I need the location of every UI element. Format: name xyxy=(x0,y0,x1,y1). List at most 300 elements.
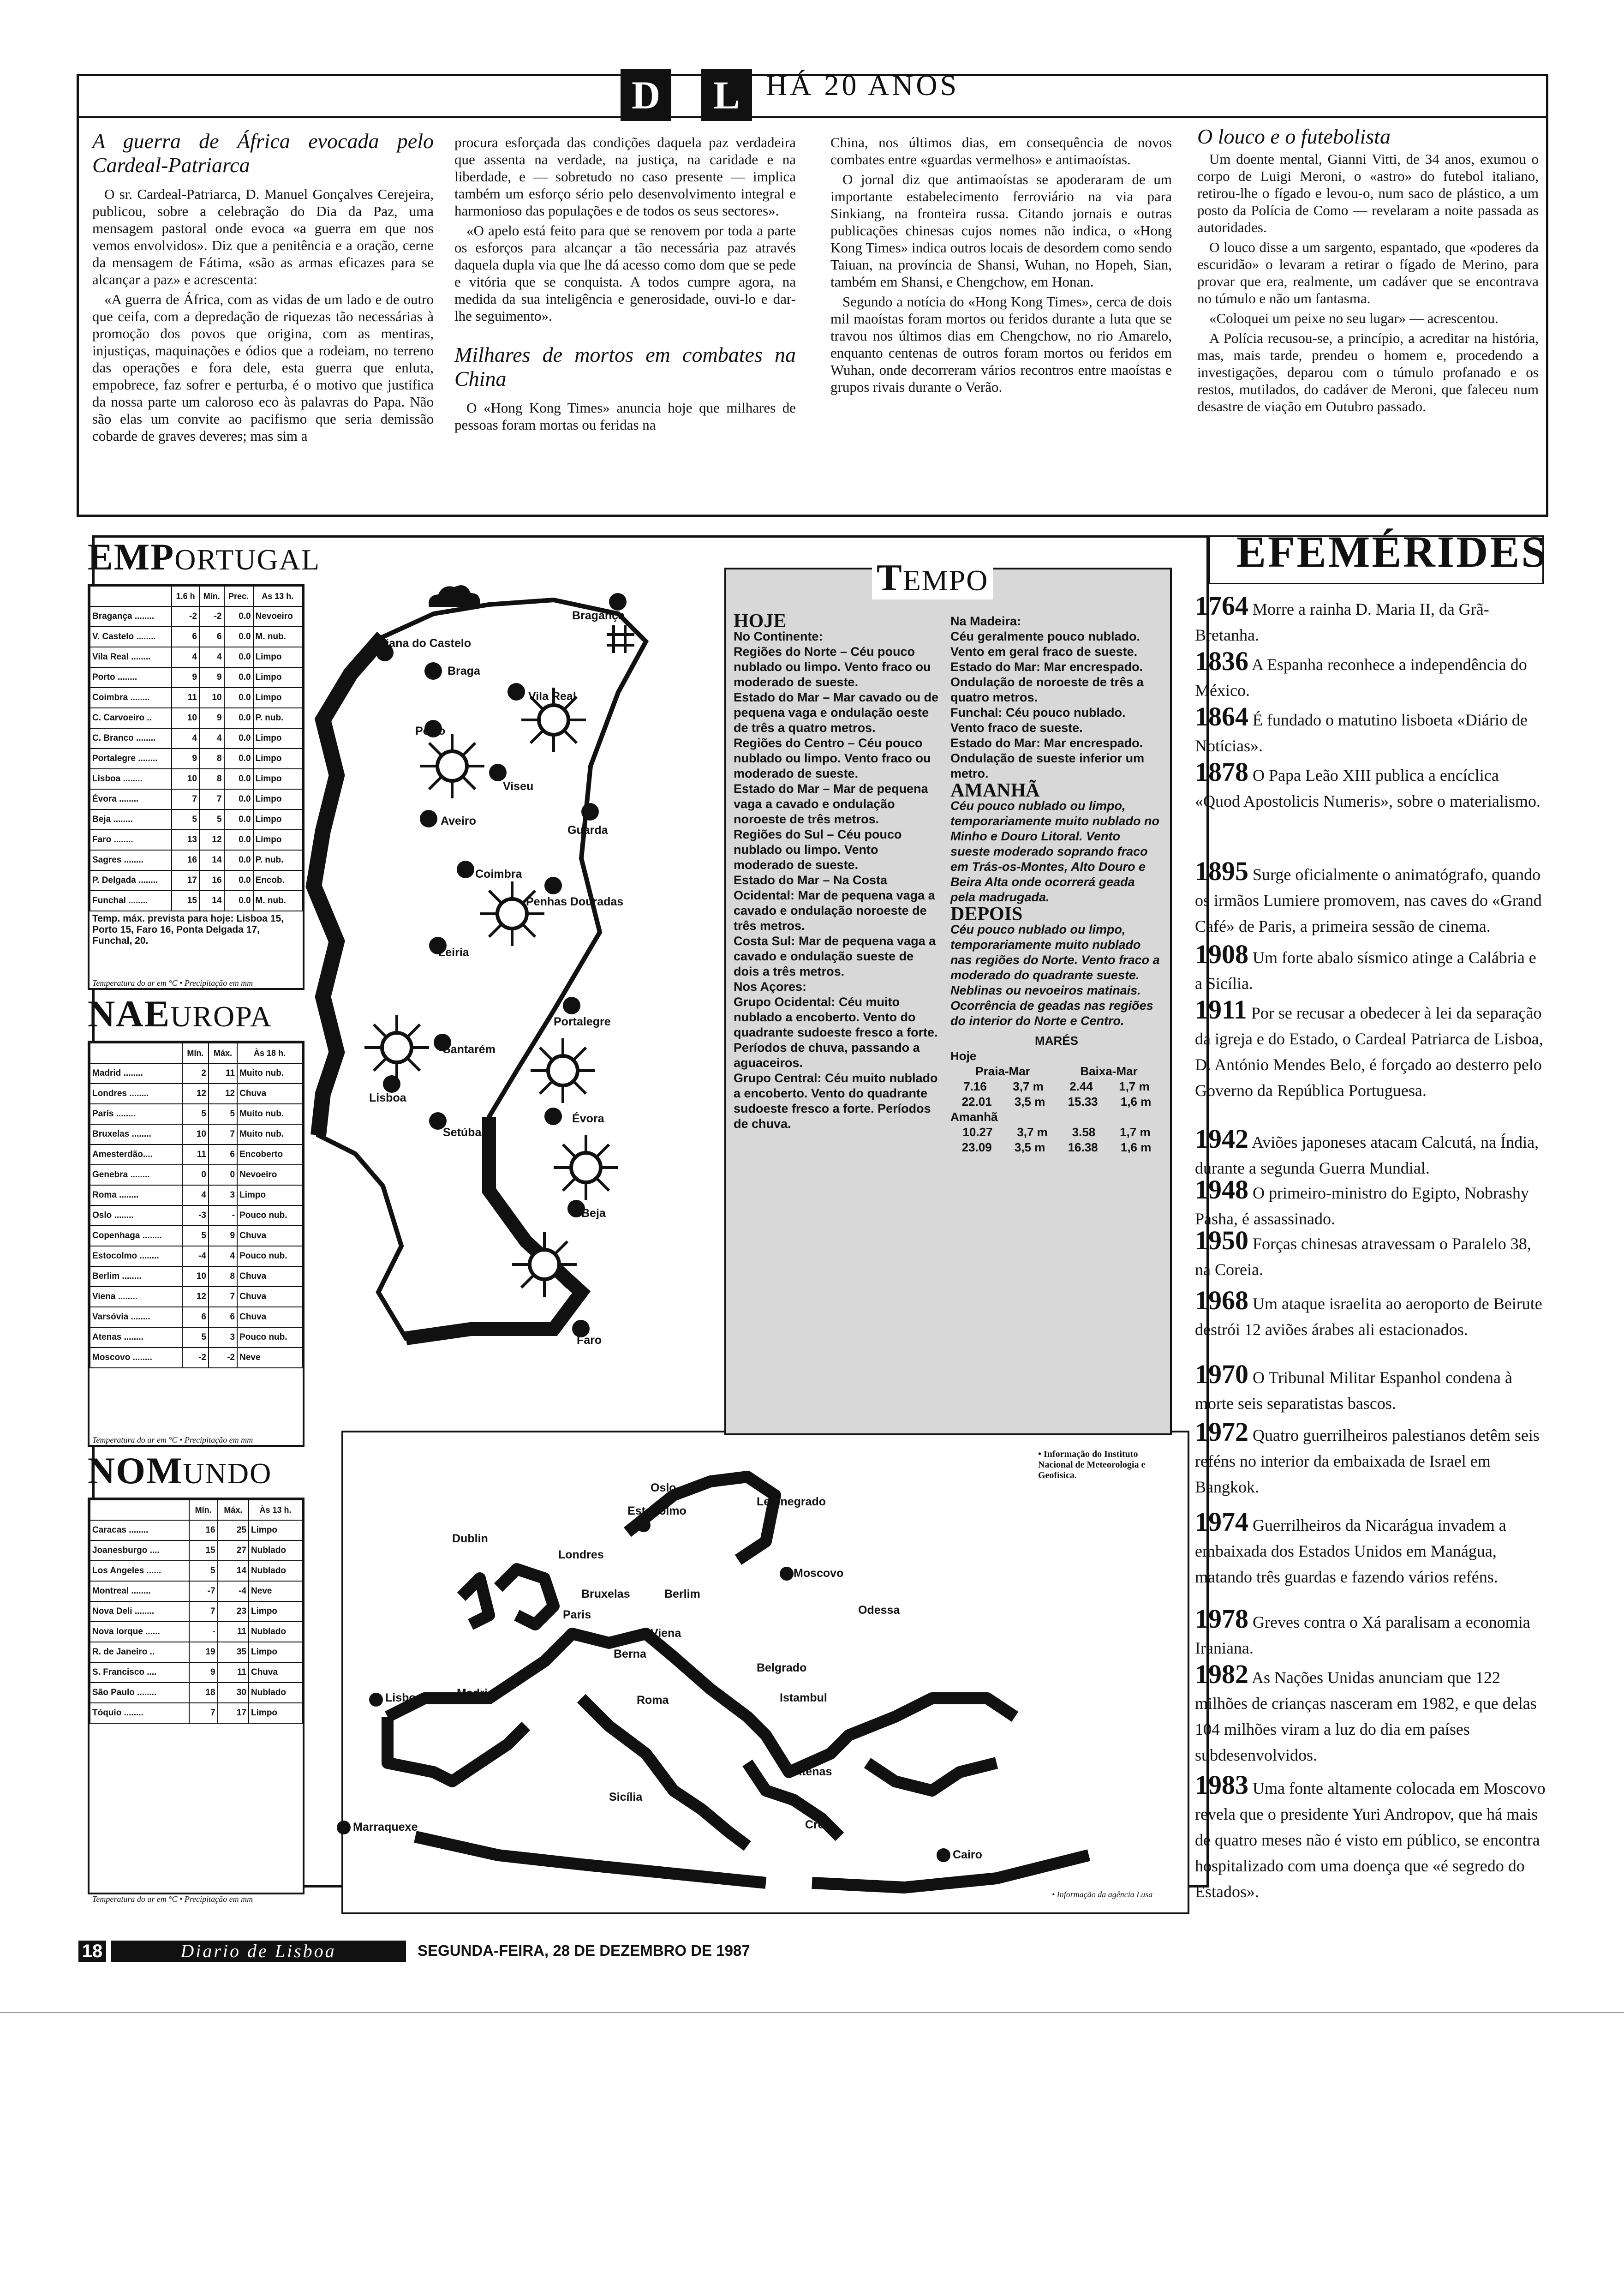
efemeride-item xyxy=(1195,1126,1546,1181)
table-row xyxy=(90,891,302,911)
temp-forecast-note: Temp. máx. prevista para hoje: Lisboa 15, Porto 15, Faro 16, Ponta Delgada 17, Funchal, 20. xyxy=(92,913,284,946)
cloud-icon xyxy=(424,581,484,609)
city-cell: Oslo ........ xyxy=(90,1205,182,1226)
value-cell: 6 xyxy=(209,1144,237,1165)
table-row xyxy=(90,1703,302,1723)
city-cell: P. Delgada ........ xyxy=(90,870,172,891)
value-cell: 0.0 xyxy=(224,850,253,870)
table-row xyxy=(90,627,302,647)
efemeride-year: 1911 xyxy=(1195,995,1247,1025)
table-header-row: Mín. Máx. Às 13 h. xyxy=(90,1500,302,1520)
city-label: Braga xyxy=(448,665,480,677)
value-cell: Limpo xyxy=(253,769,302,789)
value-cell: 0.0 xyxy=(224,769,253,789)
value-cell: Neve xyxy=(249,1581,302,1601)
city-cell: Los Angeles ...... xyxy=(90,1561,189,1581)
city-label: Marraquexe xyxy=(353,1821,418,1834)
table-row xyxy=(90,1642,302,1662)
portugal-table-box xyxy=(88,584,304,990)
value-cell: Limpo xyxy=(253,789,302,809)
table-row xyxy=(90,1662,302,1683)
article-paragraph: procura esforçada das condições daquela paz verdadeira que assenta na verdade, na justiça, na caridade e na liberdade, e — sobretudo no caso presente — implica também um esforço sério pelo desenvolvimento integral e harmonioso das populações e de todos os seus sectores». xyxy=(454,134,796,219)
city-cell: Caracas ........ xyxy=(90,1520,189,1540)
tempo-paragraph: Estado do Mar – Mar cavado ou de pequena vaga e ondulação oeste de três a quatro metros. xyxy=(734,690,939,735)
tempo-paragraph: Estado do Mar – Na Costa Ocidental: Mar de pequena vaga a cavado e ondulação noroeste de três metros. xyxy=(734,873,935,933)
value-cell: M. nub. xyxy=(253,891,302,911)
value-cell: 18 xyxy=(189,1683,218,1703)
city-cell: Beja ........ xyxy=(90,809,172,830)
city-label: Madrid xyxy=(457,1687,495,1700)
mares-value: 7.16 xyxy=(963,1079,987,1093)
value-cell: 4 xyxy=(172,728,199,749)
mares-value: 15.33 xyxy=(1068,1095,1098,1109)
city-label: Moscovo xyxy=(794,1567,844,1580)
value-cell: Limpo xyxy=(253,749,302,769)
efemeride-year: 1983 xyxy=(1195,1770,1248,1800)
value-cell: 25 xyxy=(218,1520,249,1540)
city-label: Londres xyxy=(558,1548,604,1561)
city-cell: Faro ........ xyxy=(90,830,172,850)
table-row xyxy=(90,1287,302,1307)
efemeride-text: O Tribunal Militar Espanhol condena à morte seis separatistas bascos. xyxy=(1195,1368,1512,1413)
table-row xyxy=(90,1266,302,1287)
city-cell: Lisboa ........ xyxy=(90,769,172,789)
mares-value: 1,6 m xyxy=(1120,1095,1152,1109)
table-row xyxy=(90,667,302,688)
value-cell: 14 xyxy=(199,850,224,870)
city-cell: Joanesburgo .... xyxy=(90,1540,189,1561)
value-cell: 0.0 xyxy=(224,789,253,809)
value-cell: 7 xyxy=(189,1601,218,1622)
value-cell: Limpo xyxy=(253,809,302,830)
city-cell: Coimbra ........ xyxy=(90,688,172,708)
city-cell: Nova Deli ........ xyxy=(90,1601,189,1622)
value-cell: -3 xyxy=(182,1205,209,1226)
efemeride-item xyxy=(1195,701,1546,759)
city-cell: Berlim ........ xyxy=(90,1266,182,1287)
city-cell: Vila Real ........ xyxy=(90,647,172,667)
efemeride-text: Morre a rainha D. Maria II, da Grã-Bretanha. xyxy=(1195,600,1489,644)
efemeride-text: Um forte abalo sísmico atinge a Calábria e a Sicília. xyxy=(1195,948,1536,993)
sun-icon xyxy=(517,683,591,757)
value-cell: 5 xyxy=(182,1104,209,1124)
mares-amanha-label: Amanhã xyxy=(950,1110,998,1124)
city-label: Roma xyxy=(637,1694,669,1707)
value-cell: 11 xyxy=(182,1144,209,1165)
value-cell: 27 xyxy=(218,1540,249,1561)
value-cell: 4 xyxy=(199,647,224,667)
city-label: Berlim xyxy=(664,1588,700,1600)
value-cell: Pouco nub. xyxy=(237,1205,302,1226)
tempo-depois: DEPOIS xyxy=(950,904,1023,925)
value-cell: Limpo xyxy=(253,728,302,749)
efemeride-text: Por se recusar a obedecer à lei da separação da igreja e do Estado, o Cardeal Patriarca de Lisboa, D. António Mendes Belo, é forçado ao desterro pelo Governo da República Portuguesa. xyxy=(1195,1004,1543,1100)
table-row xyxy=(90,1124,302,1144)
value-cell: Muito nub. xyxy=(237,1104,302,1124)
value-cell: 0.0 xyxy=(224,688,253,708)
table-row xyxy=(90,850,302,870)
article-paragraph: O jornal diz que antimaoístas se apoderaram de um importante estabelecimento ferroviário na via para Sinkiang, na fronteira russa. Citando jornais e outras publicações chinesas cujos nomes não indica, o «Hong Kong Times» indica outros locais de desordem como sendo Taiuan, na província de Shansi, Wuhan, no Hopeh, Sian, também em Shansi, e Chengchow, em Honan. xyxy=(830,171,1172,290)
table-row xyxy=(90,1063,302,1084)
efemeride-text: O Papa Leão XIII publica a encíclica «Quod Apostolicis Numeris», sobre o materialismo. xyxy=(1195,766,1540,810)
value-cell: Limpo xyxy=(253,830,302,850)
city-cell: Évora ........ xyxy=(90,789,172,809)
efemeride-item xyxy=(1195,1225,1546,1282)
efemeride-year: 1764 xyxy=(1195,591,1248,621)
city-dot xyxy=(544,1108,562,1125)
efemeride-text: Forças chinesas atravessam o Paralelo 38, na Coreia. xyxy=(1195,1234,1531,1279)
value-cell: 12 xyxy=(199,830,224,850)
value-cell: 3 xyxy=(209,1327,237,1348)
table-row xyxy=(90,1622,302,1642)
value-cell: 9 xyxy=(172,667,199,688)
value-cell: 9 xyxy=(172,749,199,769)
city-cell: Tóquio ........ xyxy=(90,1703,189,1723)
efemeride-item xyxy=(1195,1509,1546,1590)
table-row xyxy=(90,1683,302,1703)
logo-d: D xyxy=(621,69,671,121)
value-cell: 7 xyxy=(209,1124,237,1144)
city-label: Portalegre xyxy=(554,1015,611,1028)
city-cell: C. Carvoeiro .. xyxy=(90,708,172,728)
value-cell: 9 xyxy=(199,667,224,688)
frost-icon xyxy=(604,623,637,655)
tempo-no-continente: No Continente: xyxy=(734,629,823,643)
efemeride-item xyxy=(1195,593,1546,648)
value-cell: 5 xyxy=(182,1327,209,1348)
value-cell: 12 xyxy=(209,1084,237,1104)
efemeride-text: É fundado o matutino lisboeta «Diário de Notícias». xyxy=(1195,711,1528,755)
city-cell: Bruxelas ........ xyxy=(90,1124,182,1144)
value-cell: 5 xyxy=(172,809,199,830)
value-cell: Nevoeiro xyxy=(253,606,302,627)
value-cell: 0.0 xyxy=(224,809,253,830)
value-cell: 6 xyxy=(182,1307,209,1327)
mares-row xyxy=(950,1125,1163,1140)
tempo-paragraph: Grupo Central: Céu muito nublado a encoberto. Vento do quadrante sudoeste fresco a forte. Períodos de chuva. xyxy=(734,1071,938,1131)
efemeride-text: Um ataque israelita ao aeroporto de Beirute destrói 12 aviões árabes ali estacionados. xyxy=(1195,1294,1542,1339)
tempo-paragraph: Grupo Ocidental: Céu muito nublado a encoberto. Vento do quadrante sudoeste fresco a forte. Períodos de chuva, passando a aguaceiros. xyxy=(734,995,938,1070)
city-cell: Roma ........ xyxy=(90,1185,182,1205)
value-cell: -7 xyxy=(189,1581,218,1601)
table-footnote: Temperatura do ar em °C • Precipitação em mm xyxy=(92,1435,253,1444)
table-row xyxy=(90,728,302,749)
portugal-map xyxy=(295,572,683,1384)
value-cell: 7 xyxy=(199,789,224,809)
efemeride-item xyxy=(1195,1661,1546,1768)
city-label: Atenas xyxy=(794,1765,832,1778)
efemeride-year: 1942 xyxy=(1195,1124,1248,1154)
city-cell: R. de Janeiro .. xyxy=(90,1642,189,1662)
city-dot xyxy=(369,1693,383,1707)
city-cell: Varsóvia ........ xyxy=(90,1307,182,1327)
city-dot xyxy=(637,1518,651,1532)
value-cell: 0 xyxy=(182,1165,209,1185)
efemeride-item xyxy=(1195,1772,1546,1905)
city-cell: Porto ........ xyxy=(90,667,172,688)
city-label: Beja xyxy=(581,1207,606,1220)
value-cell: 7 xyxy=(189,1703,218,1723)
table-row xyxy=(90,1561,302,1581)
value-cell: 8 xyxy=(209,1266,237,1287)
value-cell: 0.0 xyxy=(224,749,253,769)
table-row xyxy=(90,1165,302,1185)
mares-columns xyxy=(950,1064,1163,1079)
table-row xyxy=(90,1226,302,1246)
city-label: Odessa xyxy=(858,1604,900,1617)
value-cell: 9 xyxy=(199,708,224,728)
mares-row xyxy=(950,1094,1163,1109)
value-cell: 0.0 xyxy=(224,647,253,667)
newspaper-name: Diario de Lisboa xyxy=(111,1941,406,1962)
tempo-paragraph: Costa Sul: Mar de pequena vaga a cavado e ondulação sueste de dois a três metros. xyxy=(734,934,936,978)
city-cell: Viena ........ xyxy=(90,1287,182,1307)
value-cell: P. nub. xyxy=(253,708,302,728)
city-label: Cairo xyxy=(953,1848,982,1861)
table-row xyxy=(90,708,302,728)
value-cell: 14 xyxy=(218,1561,249,1581)
efemeride-year: 1948 xyxy=(1195,1174,1248,1204)
logo-l: L xyxy=(701,69,752,121)
value-cell: 12 xyxy=(182,1287,209,1307)
table-row xyxy=(90,830,302,850)
city-label: Oslo xyxy=(651,1481,676,1494)
value-cell: 12 xyxy=(182,1084,209,1104)
mares-value: 3,5 m xyxy=(1014,1095,1045,1109)
value-cell: 2 xyxy=(182,1063,209,1084)
sun-icon xyxy=(549,1131,623,1204)
baixa-mar-label: Baixa-Mar xyxy=(1080,1064,1138,1078)
value-cell: Chuva xyxy=(249,1662,302,1683)
efemeride-year: 1974 xyxy=(1195,1507,1248,1537)
table-row xyxy=(90,789,302,809)
table-row xyxy=(90,1205,302,1226)
value-cell: - xyxy=(209,1205,237,1226)
value-cell: 11 xyxy=(209,1063,237,1084)
tempo-paragraph: Estado do Mar – Mar de pequena vaga a cavado e ondulação noroeste de três metros. xyxy=(734,782,928,826)
value-cell: Limpo xyxy=(249,1601,302,1622)
table-row xyxy=(90,1540,302,1561)
city-dot xyxy=(457,861,474,878)
city-dot xyxy=(581,803,599,821)
value-cell: 11 xyxy=(172,688,199,708)
efemeride-item xyxy=(1195,858,1546,939)
value-cell: Limpo xyxy=(237,1185,302,1205)
value-cell: 4 xyxy=(172,647,199,667)
article-paragraph: «O apelo está feito para que se renovem por toda a parte os esforços para alcançar a tão necessária paz através daquela dupla via que lhe dá acesso como dom que se pede e vitória que se conquista. A todos cumpre agora, na medida da sua inteligência e generosidade, ouvi-lo e dar-lhe seguimento». xyxy=(454,222,796,324)
city-label: Coimbra xyxy=(475,868,522,881)
table-row xyxy=(90,1348,302,1368)
article-paragraph: Um doente mental, Gianni Vitti, de 34 anos, exumou o corpo de Luigi Meroni, o «astro» do futebol italiano, retirou-lhe o fígado e levou-o, num saco de plástico, a um posto da Polícia de Como — revelaram a noite passada as autoridades. xyxy=(1197,151,1539,235)
value-cell: 0.0 xyxy=(224,728,253,749)
value-cell: 10 xyxy=(182,1124,209,1144)
city-label: Bruxelas xyxy=(581,1588,630,1600)
table-row xyxy=(90,1144,302,1165)
city-dot xyxy=(420,810,437,827)
city-cell: Nova Iorque ...... xyxy=(90,1622,189,1642)
article-china-title: Milhares de mortos em combates na China xyxy=(454,343,796,390)
table-row xyxy=(90,1307,302,1327)
city-cell: Londres ........ xyxy=(90,1084,182,1104)
value-cell: 23 xyxy=(218,1601,249,1622)
value-cell: 4 xyxy=(182,1185,209,1205)
mundo-table xyxy=(90,1499,303,1724)
city-cell: Funchal ........ xyxy=(90,891,172,911)
efemeride-year: 1864 xyxy=(1195,701,1248,731)
table-row xyxy=(90,1185,302,1205)
mares-value: 16.38 xyxy=(1068,1140,1098,1154)
mares-value: 1,6 m xyxy=(1120,1140,1152,1154)
value-cell: 5 xyxy=(209,1104,237,1124)
table-footnote: Temperatura do ar em °C • Precipitação em mm xyxy=(92,1894,253,1904)
value-cell: 0.0 xyxy=(224,830,253,850)
city-cell: Montreal ........ xyxy=(90,1581,189,1601)
value-cell: 35 xyxy=(218,1642,249,1662)
value-cell: Limpo xyxy=(253,667,302,688)
portugal-table xyxy=(90,586,303,911)
article-paragraph: O sr. Cardeal-Patriarca, D. Manuel Gonçalves Cerejeira, publicou, sobre a celebração do Dia da Paz, uma mensagem pastoral onde evoca «a guerra em que nos vemos envolvidos». Diz que a penitência e a oração, cerne da mensagem de Fátima, «são as armas eficazes para se alcançar a paz» e acrescenta: xyxy=(92,186,434,288)
value-cell: 13 xyxy=(172,830,199,850)
efemeride-year: 1836 xyxy=(1195,646,1248,676)
tempo-amanha-text: Céu pouco nublado ou limpo, temporariamente muito nublado no Minho e Douro Litoral. Vento sueste moderado soprando fraco em Trás-os-Montes, Alto Douro e Beira Alta onde ocorrerá geada pela madrugada. xyxy=(950,799,1160,904)
table-row xyxy=(90,749,302,769)
value-cell: Limpo xyxy=(249,1642,302,1662)
value-cell: 4 xyxy=(199,728,224,749)
value-cell: -2 xyxy=(172,606,199,627)
value-cell: 7 xyxy=(172,789,199,809)
value-cell: Pouco nub. xyxy=(237,1246,302,1266)
efemeride-text: Quatro guerrilheiros palestianos detêm seis reféns no interior da embaixada de Israel em Bangkok. xyxy=(1195,1426,1540,1496)
page-number: 18 xyxy=(78,1941,106,1962)
efemeride-item xyxy=(1195,1285,1546,1342)
value-cell: Muito nub. xyxy=(237,1124,302,1144)
article-col2 xyxy=(454,134,796,436)
value-cell: 6 xyxy=(172,627,199,647)
city-dot xyxy=(489,764,507,781)
value-cell: Nublado xyxy=(249,1622,302,1642)
efemerides-title: EFEMÉRIDES xyxy=(1209,526,1546,586)
city-dot xyxy=(780,1567,794,1581)
value-cell: Limpo xyxy=(253,688,302,708)
value-cell: 9 xyxy=(189,1662,218,1683)
mares-value: 23.09 xyxy=(961,1140,992,1154)
city-label: Setúbal xyxy=(443,1126,485,1139)
value-cell: Encoberto xyxy=(237,1144,302,1165)
tempo-title: TEMPO xyxy=(872,556,993,599)
table-header-row: Mín. Máx. Às 18 h. xyxy=(90,1043,302,1063)
value-cell: -2 xyxy=(199,606,224,627)
mares-value: 3,7 m xyxy=(1013,1079,1044,1093)
no-mundo-title: NOMUNDO xyxy=(88,1450,272,1492)
mares-value: 22.01 xyxy=(961,1095,992,1109)
table-row xyxy=(90,1581,302,1601)
mares-value: 10.27 xyxy=(962,1125,993,1139)
city-cell: S. Francisco .... xyxy=(90,1662,189,1683)
value-cell: 10 xyxy=(172,769,199,789)
map-credit: • Informação da agência Lusa xyxy=(1052,1890,1153,1899)
tempo-depois-text: Céu pouco nublado ou limpo, temporariamente muito nublado nas regiões do Norte. Vento fraco a moderado do quadrante sueste. Neblinas ou nevoeiros matinais. Ocorrência de geadas nas regiões do interior do Norte e Centro. xyxy=(950,923,1160,1028)
mares-value: 3.58 xyxy=(1072,1125,1096,1139)
tempo-paragraph: Estado do Mar: Mar encrespado. Ondulação de noroeste de três a quatro metros. xyxy=(950,660,1144,704)
efemeride-text: O primeiro-ministro do Egipto, Nobrashy Pasha, é assassinado. xyxy=(1195,1184,1529,1228)
tempo-paragraph: Regiões do Centro – Céu pouco nublado ou limpo. Vento fraco ou moderado de sueste. xyxy=(734,736,931,780)
value-cell: Nublado xyxy=(249,1561,302,1581)
tempo-col-2 xyxy=(950,614,1163,1155)
city-dot xyxy=(337,1821,351,1834)
city-label: Berna xyxy=(614,1648,646,1660)
city-label: Faro xyxy=(577,1334,602,1347)
city-cell: Estocolmo ........ xyxy=(90,1246,182,1266)
city-cell: Bragança ........ xyxy=(90,606,172,627)
article-paragraph: «Coloquei um peixe no seu lugar» — acrescentou. xyxy=(1209,310,1499,326)
efemeride-year: 1982 xyxy=(1195,1659,1248,1689)
value-cell: 16 xyxy=(172,850,199,870)
mares-value: 3,5 m xyxy=(1014,1140,1045,1154)
city-label: Lisboa xyxy=(369,1091,406,1104)
city-label: Paris xyxy=(563,1608,591,1621)
value-cell: Limpo xyxy=(249,1703,302,1723)
city-label: Viseu xyxy=(503,780,534,793)
efemeride-item xyxy=(1195,941,1546,996)
city-label: Santarém xyxy=(443,1043,496,1056)
city-label: Penhas Douradas xyxy=(526,895,624,908)
tempo-paragraph: Nos Açores: xyxy=(734,980,807,994)
table-row xyxy=(90,1520,302,1540)
city-label: Creta xyxy=(805,1818,835,1831)
article-louco-title: O louco e o futebolista xyxy=(1197,125,1391,148)
value-cell: 3 xyxy=(209,1185,237,1205)
tempo-madeira-label: Na Madeira: xyxy=(950,614,1021,628)
value-cell: Limpo xyxy=(253,647,302,667)
value-cell: - xyxy=(189,1622,218,1642)
tempo-paragraph: Estado do Mar: Mar encrespado. Ondulação de sueste inferior um metro. xyxy=(950,736,1145,780)
mares-block xyxy=(950,1033,1163,1155)
value-cell: Chuva xyxy=(237,1307,302,1327)
value-cell: Encob. xyxy=(253,870,302,891)
value-cell: 6 xyxy=(209,1307,237,1327)
value-cell: 11 xyxy=(218,1662,249,1683)
table-row xyxy=(90,870,302,891)
article-paragraph: China, nos últimos dias, em consequência de novos combates entre «guardas vermelhos» e antimaoístas. xyxy=(830,134,1172,168)
value-cell: Nublado xyxy=(249,1540,302,1561)
efemeride-item xyxy=(1195,648,1546,703)
value-cell: -4 xyxy=(218,1581,249,1601)
efemeride-text: As Nações Unidas anunciam que 122 milhões de crianças nasceram em 1982, e que delas 104 milhões viram a luz do dia em países subdesenvolvidos. xyxy=(1195,1668,1537,1764)
value-cell: 6 xyxy=(199,627,224,647)
table-row xyxy=(90,688,302,708)
mares-row xyxy=(950,1140,1163,1155)
city-dot xyxy=(937,1848,950,1862)
article-paragraph: O «Hong Kong Times» anuncia hoje que milhares de pessoas foram mortas ou feridas na xyxy=(454,400,796,433)
tempo-col-1 xyxy=(734,611,941,1132)
efemeride-text: Guerrilheiros da Nicarágua invadem a embaixada dos Estados Unidos em Manágua, matando três guardas e fazendo vários reféns. xyxy=(1195,1516,1506,1586)
value-cell: Nublado xyxy=(249,1683,302,1703)
issue-date: SEGUNDA-FEIRA, 28 DE DEZEMBRO DE 1987 xyxy=(418,1942,750,1959)
table-row xyxy=(90,1601,302,1622)
value-cell: -4 xyxy=(182,1246,209,1266)
city-label: Sicília xyxy=(609,1791,643,1804)
sun-icon xyxy=(360,1011,434,1085)
city-cell: São Paulo ........ xyxy=(90,1683,189,1703)
value-cell: 19 xyxy=(189,1642,218,1662)
value-cell: Chuva xyxy=(237,1266,302,1287)
value-cell: 30 xyxy=(218,1683,249,1703)
tempo-paragraph: Regiões do Norte – Céu pouco nublado ou limpo. Vento fraco ou moderado de sueste. xyxy=(734,645,931,689)
article-paragraph: «A guerra de África, com as vidas de um lado e de outro que ceifa, com a depredação de riquezas tão necessárias à promoção dos povos que origina, com as mentiras, injustiças, maquinações e ódios que a rodeiam, no terreno das operações e fora dele, esta guerra que enluta, empobrece, faz sofrer e perturba, é o motivo que justifica da nossa parte um caloroso eco às palavras do Papa. Não são elas um convite ao pacifismo que seria demissão cobarde de graves deveres; mas sim a xyxy=(92,291,434,444)
value-cell: Limpo xyxy=(249,1520,302,1540)
value-cell: Chuva xyxy=(237,1084,302,1104)
article-africa-title: A guerra de África evocada pelo Cardeal-Patriarca xyxy=(92,129,434,177)
